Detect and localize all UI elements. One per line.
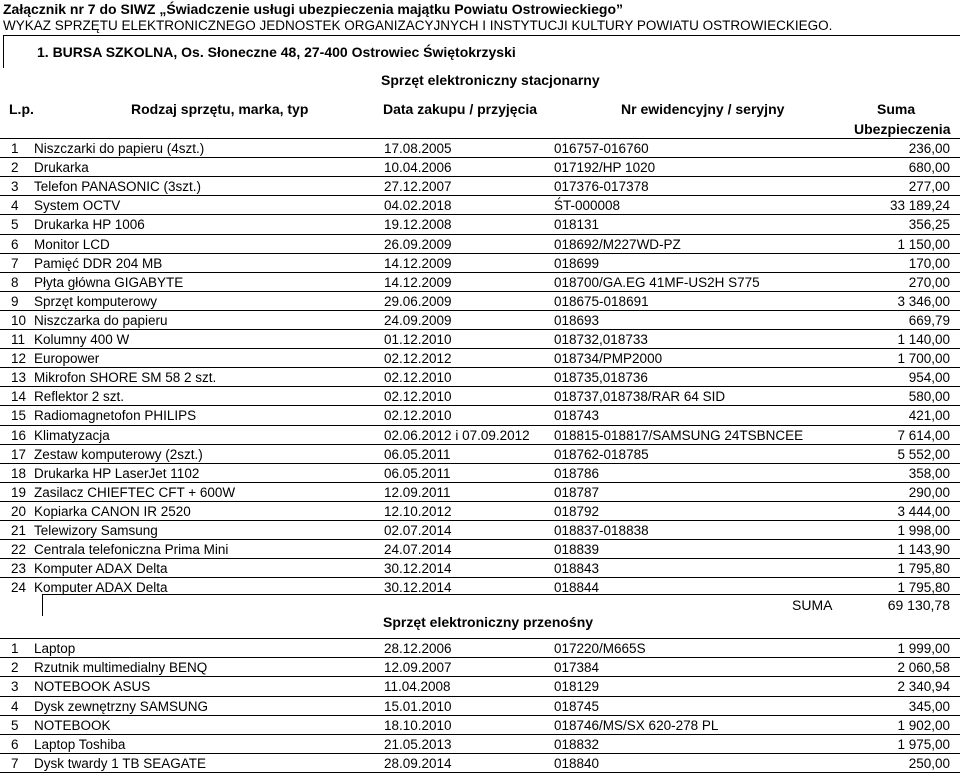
equipment-name: Drukarka HP LaserJet 1102 — [34, 465, 200, 481]
column-header-lp: L.p. — [9, 101, 34, 117]
inventory-number: 016757-016760 — [554, 141, 649, 156]
insured-sum: 1 902,00 — [897, 717, 950, 733]
inventory-number: 017220/M665S — [554, 641, 646, 656]
table-row — [0, 520, 960, 540]
equipment-name: Drukarka HP 1006 — [34, 217, 145, 233]
equipment-name: Telewizory Samsung — [34, 523, 158, 538]
column-header-name: Rodzaj sprzętu, marka, typ — [131, 101, 309, 117]
inventory-number: 018840 — [554, 756, 600, 772]
purchase-date: 01.12.2010 — [384, 332, 452, 347]
row-number: 21 — [11, 523, 27, 538]
insured-sum: 1 700,00 — [897, 351, 950, 367]
row-number: 2 — [11, 160, 19, 176]
purchase-date: 02.06.2012 i 07.09.2012 — [384, 427, 530, 443]
row-number: 3 — [11, 679, 19, 695]
equipment-name: System OCTV — [34, 198, 121, 214]
insured-sum: 5 552,00 — [897, 446, 950, 462]
sum-value: 69 130,78 — [887, 597, 950, 613]
equipment-name: Laptop Toshiba — [34, 737, 126, 752]
equipment-name: Zestaw komputerowy (2szt.) — [34, 446, 203, 462]
table-row — [0, 539, 960, 559]
insured-sum: 2 340,94 — [897, 679, 950, 695]
insured-sum: 170,00 — [908, 255, 950, 271]
row-number: 6 — [11, 236, 19, 252]
insured-sum: 356,25 — [908, 217, 950, 233]
inventory-number: 018743 — [554, 408, 600, 424]
purchase-date: 02.07.2014 — [384, 523, 452, 538]
table-row — [0, 214, 960, 234]
insured-sum: 421,00 — [908, 408, 950, 424]
insured-sum: 580,00 — [908, 389, 950, 405]
purchase-date: 02.12.2010 — [384, 408, 452, 424]
column-header-nr: Nr ewidencyjny / seryjny — [621, 101, 785, 117]
row-number: 4 — [11, 698, 19, 714]
purchase-date: 21.05.2013 — [384, 737, 452, 752]
inventory-number: 018815-018817/SAMSUNG 24TSBNCEE — [554, 427, 804, 443]
equipment-name: Klimatyzacja — [34, 427, 110, 443]
equipment-name: Drukarka — [34, 160, 89, 176]
insured-sum: 33 189,24 — [889, 198, 950, 214]
purchase-date: 04.02.2018 — [384, 198, 452, 214]
insured-sum: 270,00 — [908, 274, 950, 290]
unit-header — [3, 35, 960, 68]
section-title-portable: Sprzęt elektroniczny przenośny — [383, 614, 594, 630]
inventory-number: 017376-017378 — [554, 179, 649, 195]
purchase-date: 24.07.2014 — [384, 542, 452, 558]
row-number: 15 — [11, 408, 27, 424]
purchase-date: 02.12.2010 — [384, 370, 452, 386]
equipment-name: Reflektor 2 szt. — [34, 389, 125, 405]
purchase-date: 26.09.2009 — [384, 236, 452, 252]
insured-sum: 3 346,00 — [897, 293, 950, 309]
equipment-name: Radiomagnetofon PHILIPS — [34, 408, 197, 424]
column-header-sum: Suma — [877, 101, 916, 117]
inventory-number: 018675-018691 — [554, 293, 649, 309]
row-number: 6 — [11, 737, 19, 752]
inventory-number: 018734/PMP2000 — [554, 351, 663, 367]
table-row — [0, 310, 960, 330]
row-number: 5 — [11, 717, 19, 733]
insured-sum: 1 143,90 — [897, 542, 950, 558]
inventory-number: 018692/M227WD-PZ — [554, 236, 681, 252]
purchase-date: 12.10.2012 — [384, 503, 452, 519]
row-number: 22 — [11, 542, 27, 558]
table-row — [0, 386, 960, 406]
insured-sum: 2 060,58 — [897, 660, 950, 676]
inventory-number: 018787 — [554, 484, 600, 500]
row-number: 18 — [11, 465, 27, 481]
table-row — [0, 696, 960, 716]
table-row — [0, 676, 960, 696]
inventory-number: 018131 — [554, 217, 600, 233]
insured-sum: 1 999,00 — [897, 641, 950, 656]
inventory-number: 018745 — [554, 698, 600, 714]
purchase-date: 14.12.2009 — [384, 274, 452, 290]
row-number: 1 — [11, 141, 19, 156]
document-subtitle: WYKAZ SPRZĘTU ELEKTRONICZNEGO JEDNOSTEK ORGANIZACYJNYCH I INSTYTUCJI KULTURY POWIATU OSTROWIECKIEGO. — [3, 18, 833, 33]
insured-sum: 236,00 — [908, 141, 950, 156]
table-row — [0, 176, 960, 196]
table-row — [0, 638, 960, 658]
insured-sum: 680,00 — [908, 160, 950, 176]
sum-row — [0, 594, 960, 616]
inventory-number: 018129 — [554, 679, 600, 695]
inventory-number: 018693 — [554, 312, 600, 328]
equipment-name: Laptop — [34, 641, 76, 656]
row-number: 4 — [11, 198, 19, 214]
equipment-name: Mikrofon SHORE SM 58 2 szt. — [34, 370, 217, 386]
table-row — [0, 348, 960, 368]
insured-sum: 1 795,80 — [897, 561, 950, 577]
purchase-date: 14.12.2009 — [384, 255, 452, 271]
equipment-name: Europower — [34, 351, 100, 367]
purchase-date: 12.09.2007 — [384, 660, 452, 676]
row-number: 19 — [11, 484, 27, 500]
equipment-name: Rzutnik multimedialny BENQ — [34, 660, 208, 676]
inventory-number: 017192/HP 1020 — [554, 160, 656, 176]
purchase-date: 12.09.2011 — [384, 484, 451, 500]
table-row — [0, 272, 960, 292]
inventory-number: 017384 — [554, 660, 600, 676]
equipment-name: Telefon PANASONIC (3szt.) — [34, 179, 202, 195]
insured-sum: 669,79 — [908, 312, 950, 328]
inventory-number: 018839 — [554, 542, 600, 558]
insured-sum: 290,00 — [908, 484, 950, 500]
purchase-date: 29.06.2009 — [384, 293, 452, 309]
inventory-number: 018737,018738/RAR 64 SID — [554, 389, 726, 405]
purchase-date: 27.12.2007 — [384, 179, 452, 195]
equipment-name: Niszczarka do papieru — [34, 312, 168, 328]
inventory-number: 018735,018736 — [554, 370, 648, 386]
column-header-date: Data zakupu / przyjęcia — [383, 101, 538, 117]
purchase-date: 06.05.2011 — [384, 446, 451, 462]
inventory-number: 018732,018733 — [554, 332, 648, 347]
equipment-name: Sprzęt komputerowy — [34, 293, 158, 309]
purchase-date: 30.12.2014 — [384, 580, 452, 596]
table-row — [0, 501, 960, 521]
table-row — [0, 463, 960, 483]
purchase-date: 06.05.2011 — [384, 465, 451, 481]
purchase-date: 17.08.2005 — [384, 141, 452, 156]
purchase-date: 24.09.2009 — [384, 312, 452, 328]
table-row — [0, 329, 960, 349]
table-row — [0, 734, 960, 754]
equipment-name: Niszczarki do papieru (4szt.) — [34, 141, 205, 156]
inventory-number: 018762-018785 — [554, 446, 649, 462]
insured-sum: 1 150,00 — [897, 236, 950, 252]
equipment-name: Komputer ADAX Delta — [34, 580, 168, 596]
row-number: 11 — [11, 332, 26, 347]
insured-sum: 345,00 — [908, 698, 950, 714]
row-number: 7 — [11, 756, 19, 772]
insured-sum: 250,00 — [908, 756, 950, 772]
equipment-name: Kopiarka CANON IR 2520 — [34, 503, 191, 519]
row-number: 16 — [11, 427, 27, 443]
purchase-date: 18.10.2010 — [384, 717, 452, 733]
row-number: 13 — [11, 370, 27, 386]
table-row — [0, 138, 960, 158]
table-row — [0, 715, 960, 735]
insured-sum: 277,00 — [908, 179, 950, 195]
equipment-name: NOTEBOOK — [34, 717, 111, 733]
table-row — [0, 753, 960, 773]
insured-sum: 7 614,00 — [897, 427, 950, 443]
equipment-name: Pamięć DDR 204 MB — [34, 255, 163, 271]
equipment-name: Kolumny 400 W — [34, 332, 130, 347]
purchase-date: 02.12.2010 — [384, 389, 452, 405]
equipment-name: Dysk zewnętrzny SAMSUNG — [34, 698, 209, 714]
table-row — [0, 157, 960, 177]
purchase-date: 28.09.2014 — [384, 756, 452, 772]
purchase-date: 30.12.2014 — [384, 561, 452, 577]
column-header-sum-line2: Ubezpieczenia — [854, 121, 951, 137]
row-number: 10 — [11, 312, 27, 328]
row-number: 12 — [11, 351, 27, 367]
row-number: 3 — [11, 179, 19, 195]
unit-name: 1. BURSA SZKOLNA, Os. Słoneczne 48, 27-400 Ostrowiec Świętokrzyski — [37, 44, 516, 60]
table-row — [0, 253, 960, 273]
table-row — [0, 482, 960, 502]
equipment-name: Komputer ADAX Delta — [34, 561, 168, 577]
insured-sum: 3 444,00 — [897, 503, 950, 519]
row-number: 9 — [11, 293, 19, 309]
row-number: 23 — [11, 561, 27, 577]
row-number: 24 — [11, 580, 27, 596]
row-number: 2 — [11, 660, 19, 676]
inventory-number: 018844 — [554, 580, 600, 596]
insured-sum: 1 998,00 — [897, 523, 950, 538]
table-bottom-border — [0, 772, 960, 773]
table-row — [0, 444, 960, 464]
table-row — [0, 558, 960, 578]
equipment-name: Centrala telefoniczna Prima Mini — [34, 542, 229, 558]
inventory-number: 018843 — [554, 561, 600, 577]
purchase-date: 02.12.2012 — [384, 351, 452, 367]
row-number: 8 — [11, 274, 19, 290]
table-row — [0, 405, 960, 425]
sum-label: SUMA — [792, 597, 833, 613]
inventory-number: 018837-018838 — [554, 523, 649, 538]
purchase-date: 19.12.2008 — [384, 217, 452, 233]
insured-sum: 1 795,80 — [897, 580, 950, 596]
row-number: 17 — [11, 446, 27, 462]
row-number: 7 — [11, 255, 19, 271]
equipment-name: Dysk twardy 1 TB SEAGATE — [34, 756, 207, 772]
equipment-name: NOTEBOOK ASUS — [34, 679, 151, 695]
document-title: Załącznik nr 7 do SIWZ „Świadczenie usługi ubezpieczenia majątku Powiatu Ostrowieckiego” — [3, 1, 624, 17]
insured-sum: 954,00 — [908, 370, 950, 386]
purchase-date: 10.04.2006 — [384, 160, 452, 176]
insured-sum: 1 975,00 — [897, 737, 950, 752]
table-row — [0, 367, 960, 387]
equipment-name: Zasilacz CHIEFTEC CFT + 600W — [34, 484, 236, 500]
row-number: 14 — [11, 389, 27, 405]
inventory-number: 018786 — [554, 465, 600, 481]
equipment-name: Monitor LCD — [34, 236, 110, 252]
row-number: 20 — [11, 503, 27, 519]
table-row — [0, 425, 960, 445]
table-row — [0, 195, 960, 215]
table-row — [0, 657, 960, 677]
table-row — [0, 291, 960, 311]
insured-sum: 1 140,00 — [897, 332, 950, 347]
section-title-stationary: Sprzęt elektroniczny stacjonarny — [381, 72, 600, 88]
purchase-date: 11.04.2008 — [384, 679, 451, 695]
inventory-number: 018700/GA.EG 41MF-US2H S775 — [554, 274, 760, 290]
inventory-number: 018832 — [554, 737, 600, 752]
inventory-number: ŚT-000008 — [554, 198, 621, 214]
insured-sum: 358,00 — [908, 465, 950, 481]
purchase-date: 28.12.2006 — [384, 641, 452, 656]
inventory-number: 018792 — [554, 503, 600, 519]
table-row — [0, 234, 960, 254]
inventory-number: 018699 — [554, 255, 600, 271]
inventory-number: 018746/MS/SX 620-278 PL — [554, 717, 719, 733]
row-number: 5 — [11, 217, 19, 233]
row-number: 1 — [11, 641, 19, 656]
equipment-name: Płyta główna GIGABYTE — [34, 274, 184, 290]
purchase-date: 15.01.2010 — [384, 698, 452, 714]
